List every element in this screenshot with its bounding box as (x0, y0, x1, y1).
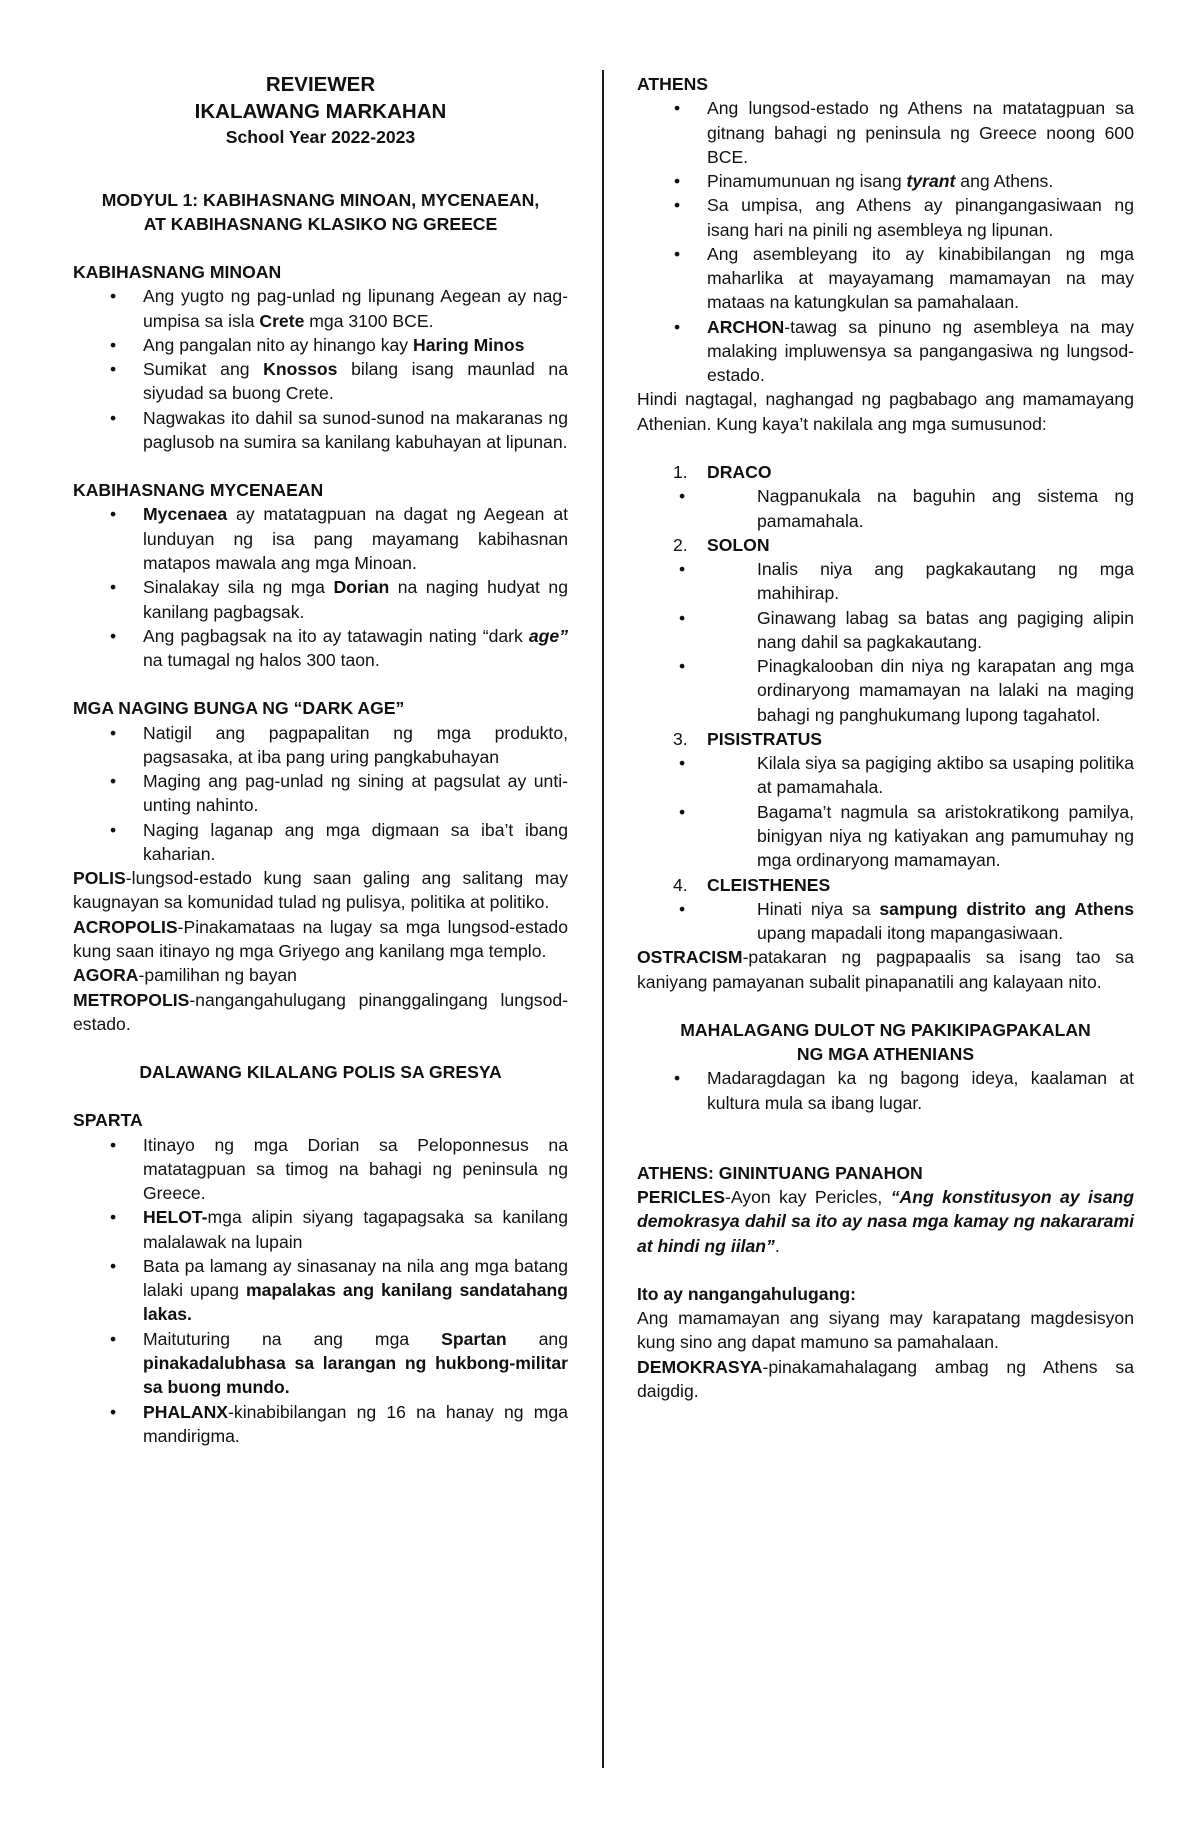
list-item: • Hinati niya sa sampung distrito ang Athens upang mapadali itong mapangasiwaan. (637, 897, 1134, 946)
list-item: • Sa umpisa, ang Athens ay pinangangasiwaan ng isang hari na pinili ng asembleya ng lipunan. (637, 193, 1134, 242)
module-title-line-1: MODYUL 1: KABIHASNANG MINOAN, MYCENAEAN, (101, 189, 540, 210)
section-sparta (73, 1108, 568, 1448)
list-item: • Ang asembleyang ito ay kinabibilangan ng mga maharlika at mayayamang mamamayan na may mataas na katungkulan sa pamahalaan. (637, 242, 1134, 315)
definition-pericles: PERICLES-Ayon kay Pericles, “Ang konstitusyon ay isang demokrasya dahil sa ito ay nasa mga kamay ng nakararami at hindi ng iilan”. (637, 1187, 1134, 1256)
list-item: • Maging ang pag-unlad ng sining at pagsulat ay unti-unting nahinto. (73, 769, 568, 818)
school-year: School Year 2022-2023 (225, 127, 416, 148)
left-column (73, 72, 568, 1448)
section-athens (637, 72, 1134, 387)
list-item: • Maituturing na ang mga Spartan ang pinakadalubhasa sa larangan ng hukbong-militar sa buong mundo. (73, 1327, 568, 1400)
bullet-list (637, 96, 1134, 387)
list-item: • Pinagkalooban din niya ng karapatan ang mga ordinaryong mamamayan na lalaki na maging bahagi ng panghukumang lupong tagahatol. (637, 654, 1134, 727)
list-item: • Pinamumunuan ng isang tyrant ang Athens. (637, 169, 1134, 193)
module-title-line-2: AT KABIHASNANG KLASIKO NG GREECE (143, 213, 498, 234)
list-item: • ARCHON-tawag sa pinuno ng asembleya na may malaking impluwensya sa pangangasiwa ng lungsod-estado. (637, 315, 1134, 388)
list-item: • Naging laganap ang mga digmaan sa iba’t ibang kaharian. (73, 818, 568, 867)
sub-bullet-list (637, 751, 1134, 872)
list-item: • Sinalakay sila ng mga Dorian na naging hudyat ng kanilang pagbagsak. (73, 575, 568, 624)
definition-ostracism: OSTRACISM-patakaran ng pagpapaalis sa isang tao sa kaniyang pamayanan subalit pinapanatili ang kalayaan nito. (637, 947, 1134, 992)
bullet-list (637, 1066, 1134, 1115)
definition-acropolis: ACROPOLIS-Pinakamataas na lugay sa mga lungsod-estado kung saan itinayo ng mga Griyego ang kanilang mga templo. (73, 916, 568, 961)
section-heading: ATHENS (637, 74, 709, 94)
section-heading-golden-age: ATHENS: GININTUANG PANAHON (637, 1162, 923, 1183)
leader-cleisthenes: 4. CLEISTHENES • Hinati niya sa sampung distrito ang Athens upang mapadali itong mapangasiwaan. (637, 873, 1134, 946)
bullet-list (73, 1133, 568, 1448)
list-item: • Ang yugto ng pag-unlad ng lipunang Aegean ay nag-umpisa sa isla Crete mga 3100 BCE. (73, 284, 568, 333)
definition-polis: POLIS-lungsod-estado kung saan galing ang salitang may kaugnayan sa komunidad tulad ng pulisya, politika at politiko. (73, 868, 568, 913)
list-item: • Ang pagbagsak na ito ay tatawagin nating “dark age” na tumagal ng halos 300 taon. (73, 624, 568, 673)
list-item: • Mycenaea ay matatagpuan na dagat ng Aegean at lunduyan ng isa pang mayamang kabihasnan matapos mawala ang mga Minoan. (73, 502, 568, 575)
intro-paragraph: Hindi nagtagal, naghangad ng pagbabago ang mamamayang Athenian. Kung kaya’t nakilala ang mga sumusunod: (637, 389, 1134, 434)
leaders-list (637, 460, 1134, 945)
sub-bullet-list (637, 484, 1134, 533)
definition-metropolis: METROPOLIS-nangangahulugang pinanggalingang lungsod-estado. (73, 989, 568, 1034)
section-heading: SPARTA (73, 1110, 143, 1131)
sub-bullet-list (637, 897, 1134, 946)
list-item: • Bagama’t nagmula sa aristokratikong pamilya, binigyan niya ng katiyakan ang pamumuhay ng mga ordinaryong mamamayan. (637, 800, 1134, 873)
definition-demokrasya: DEMOKRASYA-pinakamahalagang ambag ng Athens sa daigdig. (637, 1356, 1134, 1402)
document-subtitle: IKALAWANG MARKAHAN (194, 99, 447, 123)
section-heading: KABIHASNANG MINOAN (73, 262, 282, 283)
section-heading-dulot: MAHALAGANG DULOT NG PAKIKIPAGPAKALAN NG MGA ATHENIANS (680, 1019, 1091, 1065)
definition-agora: AGORA-pamilihan ng bayan (73, 965, 297, 986)
list-item: • Inalis niya ang pagkakautang ng mga mahihirap. (637, 557, 1134, 606)
bullet-list (73, 284, 568, 454)
right-column (637, 72, 1134, 1403)
leader-draco: 1. DRACO • Nagpanukala na baguhin ang sistema ng pamamahala. (637, 460, 1134, 533)
meaning-heading: Ito ay nangangahulugang: (637, 1283, 856, 1304)
module-title (73, 188, 568, 237)
list-item: • Kilala siya sa pagiging aktibo sa usaping politika at pamamahala. (637, 751, 1134, 800)
document-title: REVIEWER (265, 73, 376, 96)
list-item: • Itinayo ng mga Dorian sa Peloponnesus na matatagpuan sa timog na bahagi ng peninsula ng Greece. (73, 1133, 568, 1206)
leader-solon: 2. SOLON • Inalis niya ang pagkakautang ng mga mahihirap. • Ginawang labag sa batas ang pagiging alipin nang dahil sa pagkakautang. • Pinagkalooban din niya ng karapatan ang mga ordinaryong mamamayan na lalaki na maging bahagi ng panghukumang lupong tagahatol. (637, 533, 1134, 727)
list-item: • Sumikat ang Knossos bilang isang maunlad na siyudad sa buong Crete. (73, 357, 568, 406)
sub-bullet-list (637, 557, 1134, 727)
document-header (73, 72, 568, 150)
bullet-list (73, 721, 568, 867)
section-heading-dalawang-polis: DALAWANG KILALANG POLIS SA GRESYA (139, 1062, 502, 1083)
bullet-list (73, 502, 568, 672)
leader-pisistratus: 3. PISISTRATUS • Kilala siya sa pagiging aktibo sa usaping politika at pamamahala. • Bagama’t nagmula sa aristokratikong pamilya, binigyan niya ng katiyakan ang pamumuhay ng mga ordinaryong mamamayan. (637, 727, 1134, 873)
list-item: • Natigil ang pagpapalitan ng mga produkto, pagsasaka, at iba pang uring pangkabuhayan (73, 721, 568, 770)
list-item: • Nagwakas ito dahil sa sunod-sunod na makaranas ng paglusob na sumira sa kanilang kabuhayan at lipunan. (73, 406, 568, 455)
meaning-text: Ang mamamayan ang siyang may karapatang magdesisyon kung sino ang dapat mamuno sa pamahalaan. (637, 1308, 1134, 1353)
list-item: • Ginawang labag sa batas ang pagiging alipin nang dahil sa pagkakautang. (637, 606, 1134, 655)
section-mycenaean (73, 478, 568, 672)
section-minoan (73, 260, 568, 454)
list-item: • HELOT-mga alipin siyang tagapagsaka sa kanilang malalawak na lupain (73, 1205, 568, 1254)
list-item: • Bata pa lamang ay sinasanay na nila ang mga batang lalaki upang mapalakas ang kanilang sandatahang lakas. (73, 1254, 568, 1327)
section-dark-age (73, 696, 568, 866)
list-item: • Ang pangalan nito ay hinango kay Haring Minos (73, 333, 568, 357)
list-item: • Nagpanukala na baguhin ang sistema ng pamamahala. (637, 484, 1134, 533)
list-item: • Ang lungsod-estado ng Athens na matatagpuan sa gitnang bahagi ng peninsula ng Greece noong 600 BCE. (637, 96, 1134, 169)
list-item: • PHALANX-kinabibilangan ng 16 na hanay ng mga mandirigma. (73, 1400, 568, 1449)
section-heading: MGA NAGING BUNGA NG “DARK AGE” (73, 698, 405, 719)
column-divider (602, 70, 604, 1768)
list-item: • Madaragdagan ka ng bagong ideya, kaalaman at kultura mula sa ibang lugar. (637, 1066, 1134, 1115)
section-heading: KABIHASNANG MYCENAEAN (73, 480, 324, 501)
